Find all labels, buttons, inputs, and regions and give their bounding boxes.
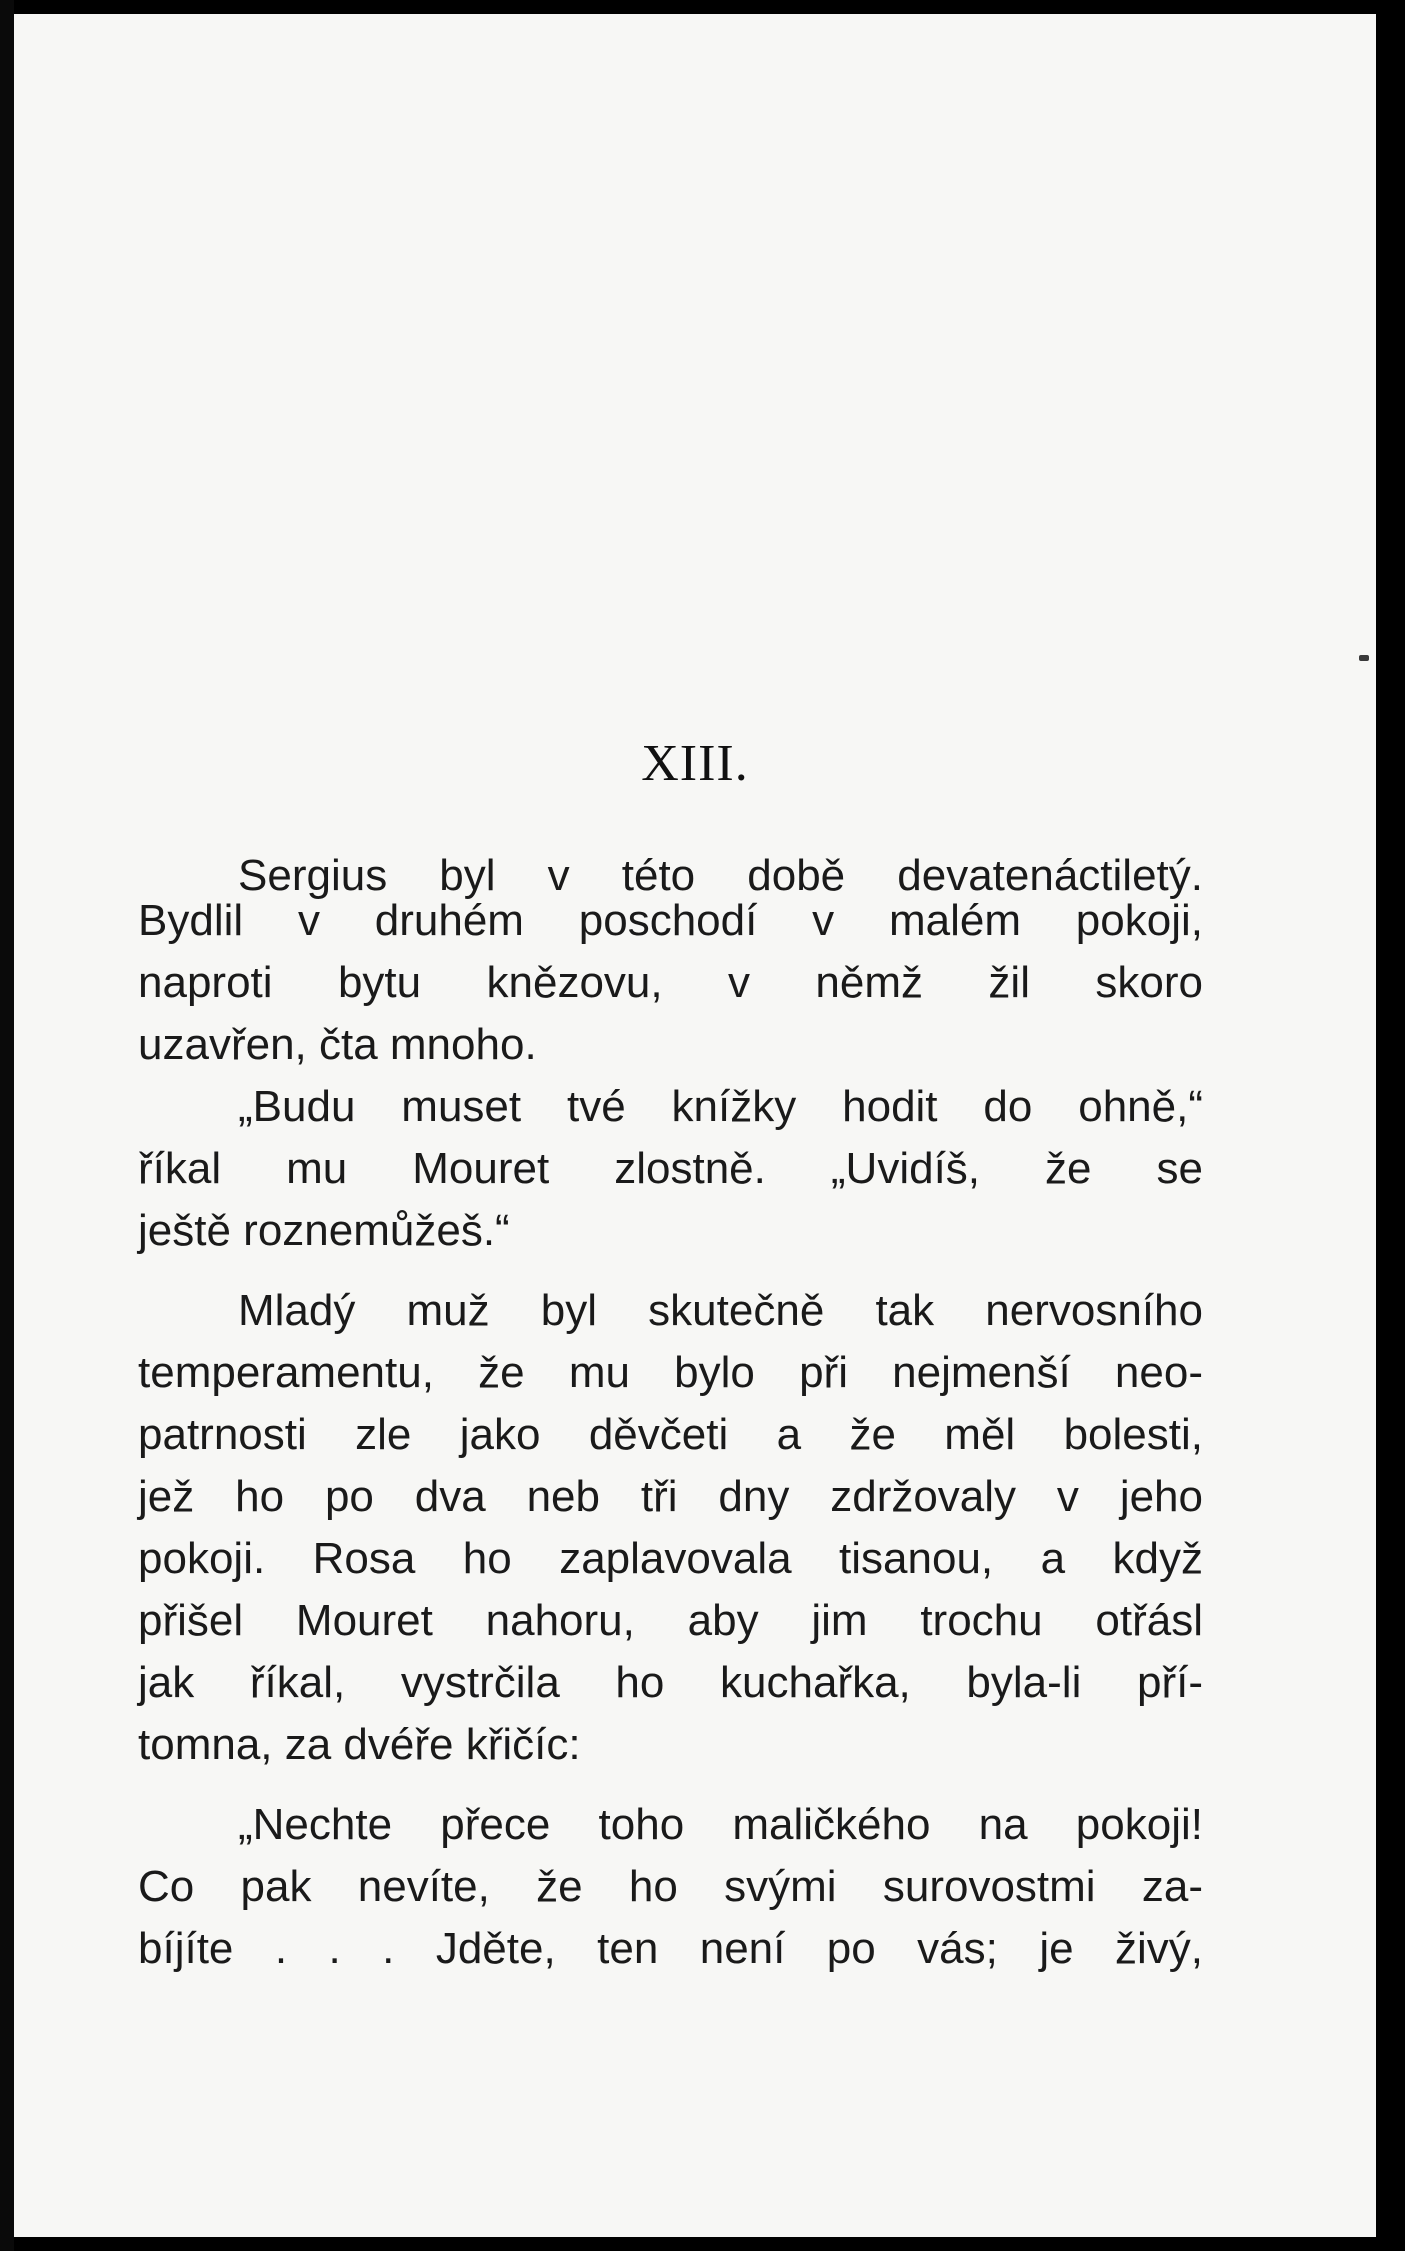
text-line: naproti bytu knězovu, v němž žil skoro <box>138 958 1203 1007</box>
text-line: Co pak nevíte, že ho svými surovostmi za- <box>138 1862 1203 1911</box>
text-line: jež ho po dva neb tři dny zdržovaly v jeho <box>138 1472 1203 1521</box>
text-line: uzavřen, čta mnoho. <box>138 1020 537 1069</box>
text-line: ještě roznemůžeš.“ <box>138 1206 510 1255</box>
page-left-edge <box>0 0 14 2251</box>
text-line: bíjíte . . . Jděte, ten není po vás; je živý, <box>138 1924 1203 1973</box>
text-line: temperamentu, že mu bylo při nejmenší neo- <box>138 1348 1203 1397</box>
text-line: tomna, za dvéře křičíc: <box>138 1720 581 1769</box>
text-line: pokoji. Rosa ho zaplavovala tisanou, a když <box>138 1534 1203 1583</box>
page-speck <box>1359 655 1369 661</box>
text-line: „Budu muset tvé knížky hodit do ohně,“ <box>238 1082 1203 1131</box>
text-line: jak říkal, vystrčila ho kuchařka, byla-li pří- <box>138 1658 1203 1707</box>
text-line: patrnosti zle jako děvčeti a že měl bolesti, <box>138 1410 1203 1459</box>
chapter-heading: XIII. <box>641 735 749 792</box>
text-line: „Nechte přece toho maličkého na pokoji! <box>238 1800 1203 1849</box>
text-line: Mladý muž byl skutečně tak nervosního <box>238 1286 1203 1335</box>
page-right-edge <box>1376 0 1405 2251</box>
text-line: říkal mu Mouret zlostně. „Uvidíš, že se <box>138 1144 1203 1193</box>
text-line: Bydlil v druhém poschodí v malém pokoji, <box>138 896 1203 945</box>
text-line: Sergius byl v této době devatenáctiletý. <box>238 851 1203 900</box>
book-page <box>14 14 1376 2237</box>
text-line: přišel Mouret nahoru, aby jim trochu otřásl <box>138 1596 1203 1645</box>
